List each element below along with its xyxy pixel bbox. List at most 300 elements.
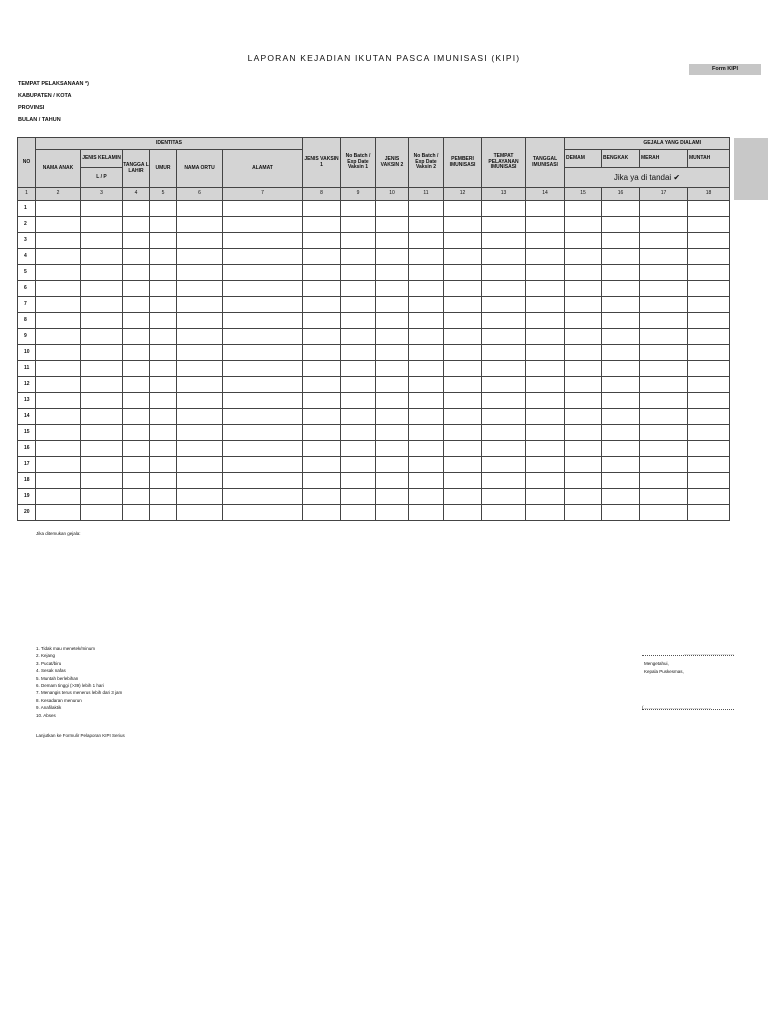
table-cell[interactable]	[526, 409, 565, 425]
table-cell[interactable]	[303, 265, 341, 281]
table-cell[interactable]	[444, 361, 482, 377]
table-cell[interactable]	[688, 361, 730, 377]
table-cell[interactable]	[36, 265, 81, 281]
table-cell[interactable]	[482, 489, 526, 505]
table-cell[interactable]	[223, 409, 303, 425]
table-cell[interactable]	[123, 457, 150, 473]
table-cell[interactable]	[341, 233, 376, 249]
table-cell[interactable]	[640, 201, 688, 217]
table-cell[interactable]	[482, 409, 526, 425]
table-cell[interactable]	[81, 393, 123, 409]
table-cell[interactable]	[376, 505, 409, 521]
table-cell[interactable]	[303, 249, 341, 265]
table-cell[interactable]	[177, 473, 223, 489]
table-cell[interactable]	[409, 281, 444, 297]
table-cell[interactable]	[150, 425, 177, 441]
table-cell[interactable]	[81, 201, 123, 217]
table-cell[interactable]	[177, 297, 223, 313]
table-cell[interactable]	[565, 233, 602, 249]
table-cell[interactable]	[223, 281, 303, 297]
table-cell[interactable]	[640, 297, 688, 313]
table-cell[interactable]	[376, 489, 409, 505]
table-cell[interactable]	[341, 425, 376, 441]
table-cell[interactable]	[409, 377, 444, 393]
table-cell[interactable]	[123, 265, 150, 281]
table-cell[interactable]	[36, 217, 81, 233]
table-cell[interactable]	[177, 329, 223, 345]
table-cell[interactable]	[602, 409, 640, 425]
table-cell[interactable]	[444, 441, 482, 457]
table-cell[interactable]	[482, 297, 526, 313]
table-cell[interactable]	[177, 345, 223, 361]
table-cell[interactable]	[640, 489, 688, 505]
table-cell[interactable]	[444, 393, 482, 409]
table-cell[interactable]	[150, 297, 177, 313]
table-cell[interactable]	[602, 473, 640, 489]
table-cell[interactable]	[409, 361, 444, 377]
table-cell[interactable]	[640, 505, 688, 521]
table-cell[interactable]	[526, 345, 565, 361]
table-cell[interactable]	[640, 345, 688, 361]
table-cell[interactable]	[526, 361, 565, 377]
table-cell[interactable]	[602, 281, 640, 297]
table-cell[interactable]	[36, 505, 81, 521]
table-cell[interactable]	[526, 233, 565, 249]
table-cell[interactable]	[303, 505, 341, 521]
table-cell[interactable]	[526, 425, 565, 441]
table-cell[interactable]	[565, 489, 602, 505]
table-cell[interactable]	[688, 313, 730, 329]
table-cell[interactable]	[409, 297, 444, 313]
table-cell[interactable]	[565, 281, 602, 297]
table-cell[interactable]	[150, 265, 177, 281]
table-cell[interactable]	[444, 313, 482, 329]
table-cell[interactable]	[376, 345, 409, 361]
table-cell[interactable]	[409, 233, 444, 249]
table-cell[interactable]	[526, 281, 565, 297]
table-cell[interactable]	[341, 297, 376, 313]
table-cell[interactable]	[409, 441, 444, 457]
table-cell[interactable]	[376, 441, 409, 457]
table-cell[interactable]	[123, 361, 150, 377]
table-cell[interactable]	[688, 217, 730, 233]
table-cell[interactable]	[409, 265, 444, 281]
table-cell[interactable]	[223, 425, 303, 441]
table-cell[interactable]	[303, 473, 341, 489]
table-cell[interactable]	[376, 457, 409, 473]
table-cell[interactable]	[177, 457, 223, 473]
table-cell[interactable]	[602, 393, 640, 409]
table-cell[interactable]	[81, 281, 123, 297]
table-cell[interactable]	[123, 233, 150, 249]
table-cell[interactable]	[303, 297, 341, 313]
table-cell[interactable]	[376, 329, 409, 345]
table-cell[interactable]	[123, 377, 150, 393]
table-cell[interactable]	[341, 441, 376, 457]
table-cell[interactable]	[444, 329, 482, 345]
table-cell[interactable]	[81, 409, 123, 425]
table-cell[interactable]	[688, 233, 730, 249]
table-cell[interactable]	[376, 473, 409, 489]
table-cell[interactable]	[565, 473, 602, 489]
table-cell[interactable]	[123, 217, 150, 233]
table-cell[interactable]	[526, 377, 565, 393]
table-cell[interactable]	[640, 473, 688, 489]
table-cell[interactable]	[376, 201, 409, 217]
table-cell[interactable]	[123, 201, 150, 217]
table-cell[interactable]	[150, 457, 177, 473]
table-cell[interactable]	[81, 297, 123, 313]
table-cell[interactable]	[640, 233, 688, 249]
table-cell[interactable]	[341, 393, 376, 409]
table-cell[interactable]	[376, 249, 409, 265]
table-cell[interactable]	[36, 393, 81, 409]
table-cell[interactable]	[123, 297, 150, 313]
table-cell[interactable]	[409, 425, 444, 441]
table-cell[interactable]	[81, 265, 123, 281]
table-cell[interactable]	[177, 505, 223, 521]
table-cell[interactable]	[123, 409, 150, 425]
table-cell[interactable]	[640, 313, 688, 329]
table-cell[interactable]	[688, 345, 730, 361]
table-cell[interactable]	[341, 361, 376, 377]
table-cell[interactable]	[303, 345, 341, 361]
table-cell[interactable]	[223, 233, 303, 249]
table-cell[interactable]	[223, 249, 303, 265]
table-cell[interactable]	[444, 297, 482, 313]
table-cell[interactable]	[482, 201, 526, 217]
table-cell[interactable]	[688, 281, 730, 297]
table-cell[interactable]	[303, 489, 341, 505]
table-cell[interactable]	[36, 345, 81, 361]
table-cell[interactable]	[150, 377, 177, 393]
table-cell[interactable]	[640, 217, 688, 233]
table-cell[interactable]	[565, 329, 602, 345]
table-cell[interactable]	[123, 473, 150, 489]
table-cell[interactable]	[303, 233, 341, 249]
table-cell[interactable]	[482, 233, 526, 249]
table-cell[interactable]	[123, 249, 150, 265]
table-cell[interactable]	[223, 297, 303, 313]
table-cell[interactable]	[602, 297, 640, 313]
table-cell[interactable]	[444, 281, 482, 297]
table-cell[interactable]	[602, 249, 640, 265]
table-cell[interactable]	[602, 505, 640, 521]
table-cell[interactable]	[688, 441, 730, 457]
table-cell[interactable]	[341, 313, 376, 329]
table-cell[interactable]	[223, 217, 303, 233]
table-cell[interactable]	[376, 393, 409, 409]
table-cell[interactable]	[409, 249, 444, 265]
table-cell[interactable]	[602, 201, 640, 217]
table-cell[interactable]	[177, 409, 223, 425]
table-cell[interactable]	[526, 457, 565, 473]
table-cell[interactable]	[81, 329, 123, 345]
table-cell[interactable]	[482, 505, 526, 521]
table-cell[interactable]	[482, 281, 526, 297]
table-cell[interactable]	[482, 393, 526, 409]
table-cell[interactable]	[482, 457, 526, 473]
table-cell[interactable]	[303, 329, 341, 345]
table-cell[interactable]	[303, 457, 341, 473]
table-cell[interactable]	[409, 393, 444, 409]
table-cell[interactable]	[177, 201, 223, 217]
table-cell[interactable]	[444, 489, 482, 505]
table-cell[interactable]	[223, 377, 303, 393]
table-cell[interactable]	[177, 217, 223, 233]
table-cell[interactable]	[36, 297, 81, 313]
table-cell[interactable]	[150, 233, 177, 249]
table-cell[interactable]	[444, 425, 482, 441]
table-cell[interactable]	[36, 425, 81, 441]
table-cell[interactable]	[640, 457, 688, 473]
table-cell[interactable]	[303, 393, 341, 409]
table-cell[interactable]	[303, 441, 341, 457]
table-cell[interactable]	[376, 297, 409, 313]
table-cell[interactable]	[150, 313, 177, 329]
table-cell[interactable]	[482, 473, 526, 489]
table-cell[interactable]	[444, 233, 482, 249]
table-cell[interactable]	[565, 441, 602, 457]
table-cell[interactable]	[444, 345, 482, 361]
table-cell[interactable]	[150, 201, 177, 217]
table-cell[interactable]	[688, 297, 730, 313]
table-cell[interactable]	[223, 265, 303, 281]
table-cell[interactable]	[36, 233, 81, 249]
table-cell[interactable]	[303, 425, 341, 441]
table-cell[interactable]	[688, 409, 730, 425]
table-cell[interactable]	[36, 489, 81, 505]
table-cell[interactable]	[303, 377, 341, 393]
table-cell[interactable]	[341, 489, 376, 505]
table-cell[interactable]	[565, 377, 602, 393]
table-cell[interactable]	[150, 249, 177, 265]
table-cell[interactable]	[565, 345, 602, 361]
table-cell[interactable]	[81, 505, 123, 521]
table-cell[interactable]	[640, 329, 688, 345]
table-cell[interactable]	[81, 489, 123, 505]
table-cell[interactable]	[223, 457, 303, 473]
table-cell[interactable]	[409, 505, 444, 521]
table-cell[interactable]	[177, 233, 223, 249]
table-cell[interactable]	[36, 457, 81, 473]
table-cell[interactable]	[177, 377, 223, 393]
table-cell[interactable]	[688, 505, 730, 521]
table-cell[interactable]	[303, 281, 341, 297]
table-cell[interactable]	[123, 441, 150, 457]
table-cell[interactable]	[150, 393, 177, 409]
table-cell[interactable]	[565, 361, 602, 377]
table-cell[interactable]	[341, 217, 376, 233]
table-cell[interactable]	[482, 249, 526, 265]
table-cell[interactable]	[81, 249, 123, 265]
table-cell[interactable]	[376, 217, 409, 233]
table-cell[interactable]	[602, 441, 640, 457]
table-cell[interactable]	[376, 281, 409, 297]
table-cell[interactable]	[81, 377, 123, 393]
table-cell[interactable]	[526, 505, 565, 521]
table-cell[interactable]	[482, 425, 526, 441]
table-cell[interactable]	[150, 361, 177, 377]
table-cell[interactable]	[526, 201, 565, 217]
table-cell[interactable]	[376, 313, 409, 329]
table-cell[interactable]	[688, 425, 730, 441]
table-cell[interactable]	[602, 377, 640, 393]
table-cell[interactable]	[565, 265, 602, 281]
table-cell[interactable]	[341, 505, 376, 521]
table-cell[interactable]	[688, 329, 730, 345]
table-cell[interactable]	[223, 201, 303, 217]
table-cell[interactable]	[177, 489, 223, 505]
table-cell[interactable]	[150, 329, 177, 345]
table-cell[interactable]	[341, 409, 376, 425]
table-cell[interactable]	[602, 329, 640, 345]
table-cell[interactable]	[444, 217, 482, 233]
table-cell[interactable]	[341, 329, 376, 345]
table-cell[interactable]	[688, 489, 730, 505]
table-cell[interactable]	[177, 249, 223, 265]
table-cell[interactable]	[565, 297, 602, 313]
table-cell[interactable]	[223, 345, 303, 361]
table-cell[interactable]	[150, 345, 177, 361]
table-cell[interactable]	[223, 441, 303, 457]
table-cell[interactable]	[602, 457, 640, 473]
table-cell[interactable]	[565, 505, 602, 521]
table-cell[interactable]	[303, 201, 341, 217]
table-cell[interactable]	[688, 457, 730, 473]
table-cell[interactable]	[409, 313, 444, 329]
table-cell[interactable]	[36, 409, 81, 425]
table-cell[interactable]	[150, 441, 177, 457]
table-cell[interactable]	[640, 265, 688, 281]
table-cell[interactable]	[565, 217, 602, 233]
table-cell[interactable]	[376, 425, 409, 441]
table-cell[interactable]	[81, 473, 123, 489]
table-cell[interactable]	[602, 425, 640, 441]
table-cell[interactable]	[223, 329, 303, 345]
table-cell[interactable]	[482, 361, 526, 377]
table-cell[interactable]	[376, 361, 409, 377]
table-cell[interactable]	[409, 473, 444, 489]
table-cell[interactable]	[409, 329, 444, 345]
table-cell[interactable]	[81, 457, 123, 473]
table-cell[interactable]	[565, 313, 602, 329]
table-cell[interactable]	[123, 313, 150, 329]
table-cell[interactable]	[565, 201, 602, 217]
table-cell[interactable]	[640, 377, 688, 393]
table-cell[interactable]	[565, 409, 602, 425]
table-cell[interactable]	[640, 281, 688, 297]
table-cell[interactable]	[177, 265, 223, 281]
table-cell[interactable]	[640, 425, 688, 441]
table-cell[interactable]	[565, 425, 602, 441]
table-cell[interactable]	[640, 249, 688, 265]
table-cell[interactable]	[482, 345, 526, 361]
table-cell[interactable]	[303, 361, 341, 377]
table-cell[interactable]	[640, 361, 688, 377]
table-cell[interactable]	[640, 393, 688, 409]
table-cell[interactable]	[177, 313, 223, 329]
table-cell[interactable]	[303, 313, 341, 329]
table-cell[interactable]	[376, 377, 409, 393]
table-cell[interactable]	[409, 457, 444, 473]
table-cell[interactable]	[150, 409, 177, 425]
table-cell[interactable]	[409, 345, 444, 361]
table-cell[interactable]	[341, 345, 376, 361]
table-cell[interactable]	[526, 393, 565, 409]
table-cell[interactable]	[150, 489, 177, 505]
table-cell[interactable]	[482, 217, 526, 233]
table-cell[interactable]	[565, 393, 602, 409]
table-cell[interactable]	[444, 249, 482, 265]
table-cell[interactable]	[444, 505, 482, 521]
table-cell[interactable]	[123, 425, 150, 441]
table-cell[interactable]	[81, 217, 123, 233]
table-cell[interactable]	[526, 313, 565, 329]
table-cell[interactable]	[409, 201, 444, 217]
table-cell[interactable]	[223, 393, 303, 409]
table-cell[interactable]	[444, 457, 482, 473]
table-cell[interactable]	[341, 265, 376, 281]
table-cell[interactable]	[526, 473, 565, 489]
table-cell[interactable]	[341, 457, 376, 473]
table-cell[interactable]	[223, 489, 303, 505]
table-cell[interactable]	[444, 265, 482, 281]
table-cell[interactable]	[81, 233, 123, 249]
table-cell[interactable]	[150, 505, 177, 521]
table-cell[interactable]	[150, 281, 177, 297]
table-cell[interactable]	[376, 409, 409, 425]
table-cell[interactable]	[36, 201, 81, 217]
table-cell[interactable]	[482, 329, 526, 345]
table-cell[interactable]	[409, 217, 444, 233]
table-cell[interactable]	[303, 217, 341, 233]
table-cell[interactable]	[602, 489, 640, 505]
table-cell[interactable]	[123, 489, 150, 505]
table-cell[interactable]	[123, 393, 150, 409]
table-cell[interactable]	[123, 281, 150, 297]
table-cell[interactable]	[602, 217, 640, 233]
table-cell[interactable]	[177, 361, 223, 377]
table-cell[interactable]	[409, 489, 444, 505]
table-cell[interactable]	[223, 313, 303, 329]
table-cell[interactable]	[36, 441, 81, 457]
table-cell[interactable]	[341, 249, 376, 265]
table-cell[interactable]	[36, 249, 81, 265]
table-cell[interactable]	[688, 201, 730, 217]
table-cell[interactable]	[482, 377, 526, 393]
table-cell[interactable]	[688, 249, 730, 265]
table-cell[interactable]	[526, 249, 565, 265]
table-cell[interactable]	[376, 233, 409, 249]
table-cell[interactable]	[303, 409, 341, 425]
table-cell[interactable]	[223, 361, 303, 377]
table-cell[interactable]	[602, 361, 640, 377]
table-cell[interactable]	[640, 409, 688, 425]
table-cell[interactable]	[123, 505, 150, 521]
table-cell[interactable]	[36, 281, 81, 297]
table-cell[interactable]	[482, 313, 526, 329]
table-cell[interactable]	[81, 345, 123, 361]
table-cell[interactable]	[602, 265, 640, 281]
table-cell[interactable]	[688, 473, 730, 489]
table-cell[interactable]	[177, 393, 223, 409]
table-cell[interactable]	[81, 425, 123, 441]
table-cell[interactable]	[177, 441, 223, 457]
table-cell[interactable]	[526, 217, 565, 233]
table-cell[interactable]	[150, 217, 177, 233]
table-cell[interactable]	[602, 233, 640, 249]
